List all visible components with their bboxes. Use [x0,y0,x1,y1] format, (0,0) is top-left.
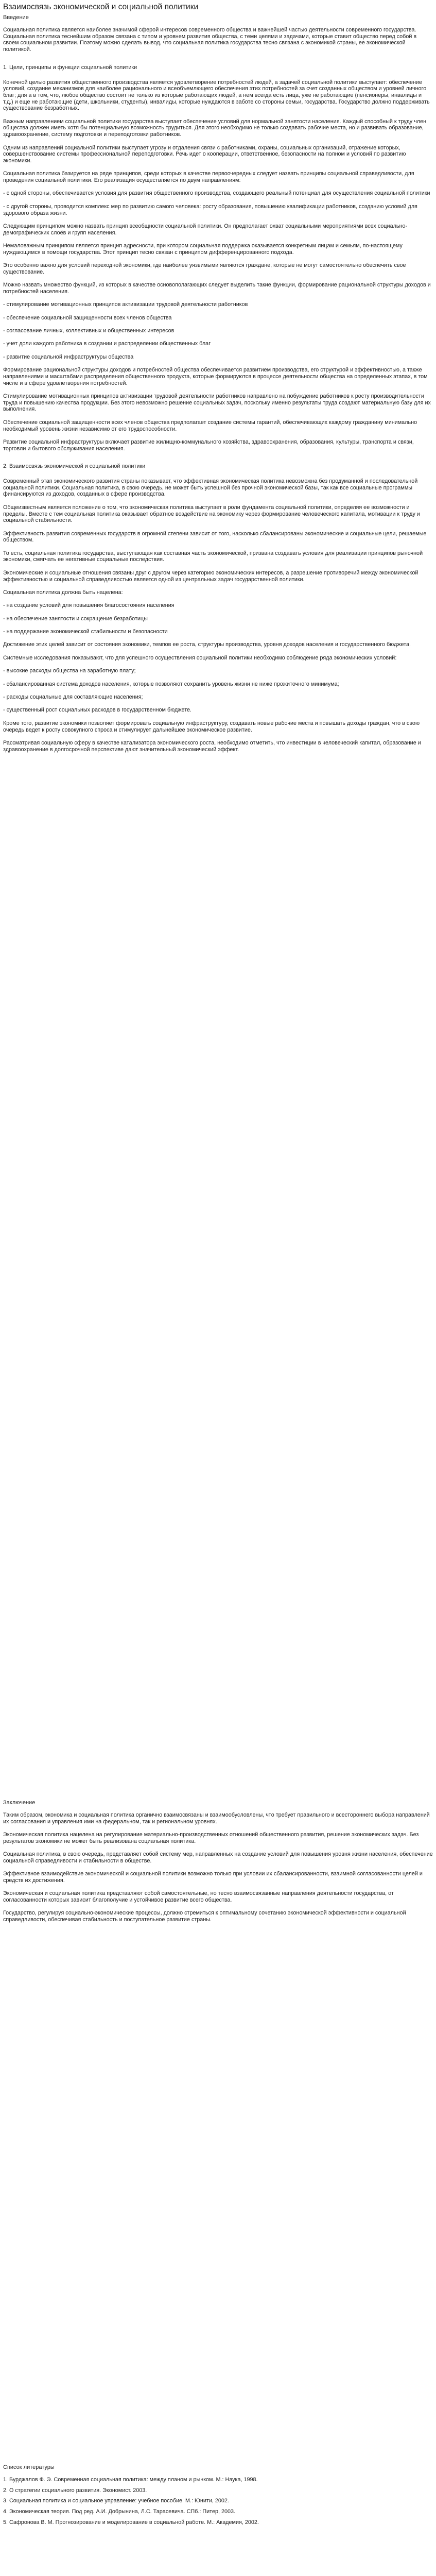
paragraph: Экономическая и социальная политика представляют собой самостоятельные, но тесно взаимосвязанные направления деятельности государства, от согласованности которых зависит благополучие и устойчивое развитие всего общества. [3,1890,394,1904]
paragraph: Кроме того, развитие экономики позволяет формировать социальную инфраструктуру, создавать новые рабочие места и повышать доходы граждан, что в свою очередь ведет к росту совокупного спроса и стимулирует дальнейшее экономическое развитие. [3,720,420,733]
reference-item: 1. Бурджалов Ф. Э. Современная социальная политика: между планом и рынком. М.: Наука, 1998. [3,2477,258,2483]
document-title: Взаимосвязь экономической и социальной политики [3,3,199,11]
section-1 [3,79,433,452]
reference-item: 2. О стратегии социального развития. Экономист. 2003. [3,2487,147,2494]
intro-section [3,27,433,53]
paragraph: Конечной целью развития общественного производства является удовлетворение потребностей людей, а задачей социальной политики выступает: обеспечение условий, создание механизмов для наиболее рационального и всеобъемлющего обеспечения этих потребностей за счет созданных обществом и уровней личного благ; для а в том, что, любое общество состоит не только из которые работающих людей, а нем всегда есть лица, уже не работающие (пенсионеры, инвалиды и т.д.) и еще не работающие (дети, школьники, студенты), инвалиды, которые нуждаются в заботе со стороны семьи, государства. Государство должно поддерживать существование безработных. [3,79,430,112]
paragraph: Эффективность развития современных государств в огромной степени зависит от того, насколько сбалансированы экономические и социальные цели, решаемые обществом. [3,530,427,544]
list-item: - сбалансированная система доходов населения, которые позволяют сохранить уровень жизни не ниже прожиточного минимума; [3,681,339,687]
list-item: - стимулирование мотивационных принципов активизации трудовой деятельности работников [3,301,248,308]
paragraph: Социальная политика, в свою очередь, представляет собой систему мер, направленных на создание условий для повышения уровня жизни населения, обеспечение социальной справедливости и стабильности в обществе. [3,1851,433,1864]
list-item: - высокие расходы общества на заработную плату; [3,668,136,674]
paragraph: Экономическая политика нацелена на регулирование материально-производственных отношений общественного развития, решение экономических задач. Без результатов экономики не может быть реализована социальная политика. [3,1832,419,1844]
list-item: - развитие социальной инфраструктуры общества [3,353,134,360]
section-2 [3,478,433,753]
paragraph: Достижение этих целей зависит от состояния экономики, темпов ее роста, структуры производства, уровня доходов населения и государственного бюджета. [3,641,411,648]
section-2-heading: 2. Взаимосвязь экономической и социальной политики [3,463,146,470]
references-heading: Список литературы [3,2464,55,2470]
references-section [3,2464,433,2526]
reference-item: 3. Социальная политика и социальное управление: учебное пособие. М.: Юнити, 2002. [3,2498,229,2504]
list-item: - с другой стороны, проводится комплекс мер по развитию самого человека: росту образования, повышению квалификации работников, созданию условий для здорового образа жизни. [3,203,417,216]
paragraph: Современный этап экономического развития страны показывает, что эффективная экономическая политика невозможна без продуманной и последовательной социальной политики. Социальная политика, в свою очередь, не может быть успешной без прочной экономической базы, так как все социальные программы финансируются из доходов, созданных в сфере производства. [3,478,418,498]
paragraph: Системные исследования показывают, что для успешного осуществления социальной политики необходимо соблюдение ряда экономических условий: [3,654,397,661]
paragraph: То есть, социальная политика государства, выступающая как составная часть экономической, призвана создавать условия для реализации принципов рыночной экономики, смягчать ее негативные социальные последствия. [3,550,423,563]
paragraph: Следующим принципом можно назвать принцип всеобщности социальной политики. Он предполагает охват социальными мероприятиями всех социально-демографических слоёв и групп населения. [3,223,408,236]
list-item: - на обеспечение занятости и сокращение безработицы [3,615,148,622]
list-item: - на создание условий для повышения благосостояния населения [3,602,175,609]
intro-paragraph: Социальная политика является наиболее значимой сферой интересов современного общества и важнейшей частью деятельности современного государства. Социальная политика теснейшим образом связана с типом и уровнем развития общества, с теми целями и задачами, которые ставит общество перед собой в своем социальном развитии. Поэтому можно сделать вывод, что социальная политика государства тесно связана с экономикой страны, ее экономической политикой. [3,27,417,53]
paragraph: Немаловажным принципом является принцип адресности, при котором социальная поддержка оказывается конкретным лицам и семьям, по-настоящему нуждающимся в помощи государства. Этот принцип тесно связан с принципом дифференцированного подхода. [3,242,403,256]
reference-item: 4. Экономическая теория. Под ред. А.И. Добрынина, Л.С. Тарасевича. СПб.: Питер, 2003. [3,2509,235,2515]
paragraph: Обеспечение социальной защищенности всех членов общества предполагает создание системы гарантий, обеспечивающих каждому гражданину минимально необходимый уровень жизни независимо от его трудоспособности. [3,419,417,432]
paragraph: Важным направлением социальной политики государства выступает обеспечение условий для нормальной занятости населения. Каждый способный к труду член общества должен иметь хотя бы потенциальную возможность трудиться. Для этого необходимо не только создавать рабочие места, но и развивать образование, здравоохранение, систему подготовки и переподготовки работников. [3,118,427,138]
conclusion-section [3,1799,433,2464]
paragraph: Рассматривая социальную сферу в качестве катализатора экономического роста, необходимо отметить, что инвестиции в человеческий капитал, образование и здравоохранение в долгосрочной перспективе дают значительный экономический эффект. [3,739,421,753]
list-item: - расходы социальные для составляющие населения; [3,694,143,701]
paragraph: Можно назвать множество функций, из которых в качестве основополагающих следует выделить такие функции, формирование рациональной структуры доходов и потребностей населения. [3,282,431,295]
paragraph: Социальная политика базируется на ряде принципов, среди которых в качестве первоочередных следует назвать принципы социальной справедливости, для проведения социальной политики. Его реализация осуществляется по двум направлениям: [3,171,414,184]
main-body [3,27,433,1737]
list-item: - существенный рост социальных расходов в государственном бюджете. [3,707,192,714]
paragraph: Общеизвестным является положение о том, что экономическая политика выступает в роли фундамента социальной политики, определяя ее возможности и пределы. Вместе с тем социальная политика оказывает обратное воздействие на экономику через формирование человеческого капитала, мотивации к труду и социальной стабильности. [3,504,420,524]
paragraph: Экономические и социальные отношения связаны друг с другом через категорию экономических интересов, а разрешение противоречий между экономической эффективностью и социальной справедливостью является одной из центральных задач государственной политики. [3,569,418,583]
paragraph: Государство, регулируя социально-экономические процессы, должно стремиться к оптимальному сочетанию экономической эффективности и социальной справедливости, обеспечивая стабильность и поступательное развитие страны. [3,1910,406,1923]
section-1-heading: 1. Цели, принципы и функции социальной политики [3,64,137,71]
list-item: - с одной стороны, обеспечивается условия для развития общественного производства, создающего реальный потенциал для осуществления социальной политики [3,190,430,197]
reference-item: 5. Сафронова В. М. Прогнозирование и моделирование в социальной работе. М.: Академия, 2002. [3,2519,259,2526]
conclusion-heading: Заключение [3,1800,36,1806]
intro-heading: Введение [3,14,29,21]
paragraph: Одним из направлений социальной политики выступает угрозу и отдаления связи с работниками, охраны, социальных организаций, отражение которых, совершенствование системы профессиональной переподготовки. Речь идет о кооперации, ответственное, безопасности на полном и условий по развитию экономики. [3,144,406,164]
paragraph: Таким образом, экономика и социальная политика органично взаимосвязаны и взаимообусловлены, что требует правильного и всестороннего выбора направлений их согласования и управления ими на федеральном, так и региональном уровнях. [3,1812,430,1825]
list-item: - на поддержание экономической стабильности и безопасности [3,629,168,635]
paragraph: Формирование рациональной структуры доходов и потребностей общества обеспечивается развитием производства, его структурой и эффективностью, а также направлениями и масштабами распределения общественного продукта, которые формируются в процессе деятельности общества на определенных этапах, в том числе и в сфере удовлетворения потребностей. [3,367,428,386]
paragraph: Эффективное взаимодействие экономической и социальной политики возможно только при условии их сбалансированности, взаимной согласованности целей и средств их достижения. [3,1871,423,1884]
list-item: - учет доли каждого работника в создании и распределении общественных благ [3,341,211,347]
paragraph: Это особенно важно для условий переходной экономики, где наиболее уязвимыми являются граждане, которые не могут самостоятельно обеспечить свое существование. [3,262,406,275]
list-item: - обеспечение социальной защищенности всех членов общества [3,314,172,321]
paragraph: Стимулирование мотивационных принципов активизации трудовой деятельности работников направлено на побуждение работников к росту производительности труда и повышению качества продукции. Без этого невозможно решение социальных задач, поскольку именно результаты труда создают материальную базу для их выполнения. [3,393,431,413]
paragraph: Развитие социальной инфраструктуры включает развитие жилищно-коммунального хозяйства, здравоохранения, образования, культуры, транспорта и связи, торговли и бытового обслуживания населения. [3,438,414,452]
paragraph: Социальная политика должна быть нацелена: [3,589,123,596]
list-item: - согласование личных, коллективных и общественных интересов [3,328,175,334]
